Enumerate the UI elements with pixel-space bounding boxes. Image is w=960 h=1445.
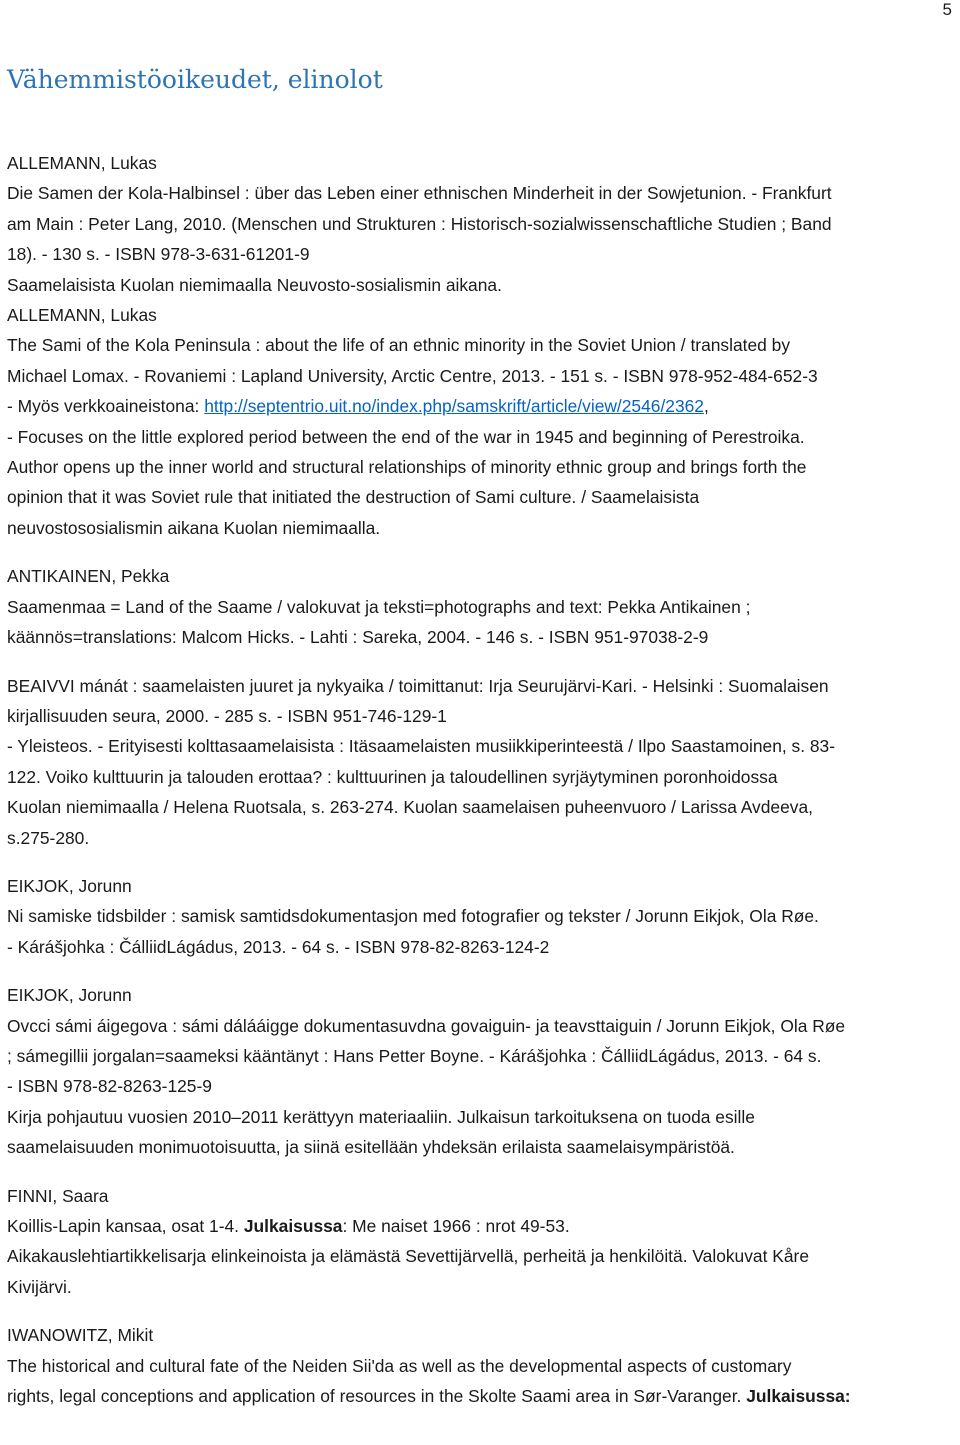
entry-text-line: 122. Voiko kulttuurin ja talouden erottaa? : kulttuurinen ja taloudellinen syrjäytyminen poronhoidossa: [7, 766, 778, 787]
bibliography-entry: [7, 1320, 953, 1411]
entry-text: Koillis-Lapin kansaa, osat 1-4.: [7, 1216, 244, 1236]
entry-author: EIKJOK, Jorunn: [7, 875, 132, 896]
entry-text-line: Ni samiske tidsbilder : samisk samtidsdokumentasjon med fotografier og tekster / Jorunn Eikjok, Ola Røe.: [7, 906, 819, 927]
entry-text-line: kirjallisuuden seura, 2000. - 285 s. - ISBN 951-746-129-1: [7, 705, 447, 726]
entry-spacer: [7, 962, 953, 980]
entry-spacer: [7, 853, 953, 871]
entry-text-line: Kirja pohjautuu vuosien 2010–2011 kerättyyn materiaaliin. Julkaisun tarkoituksena on tuoda esille: [7, 1106, 755, 1127]
entry-spacer: [7, 1302, 953, 1320]
entry-spacer: [7, 1163, 953, 1181]
entry-author: IWANOWITZ, Mikit: [7, 1325, 154, 1346]
entry-text-line: Kuolan niemimaalla / Helena Ruotsala, s. 263-274. Kuolan saamelaisen puheenvuoro / Larissa Avdeeva,: [7, 797, 813, 818]
online-prefix: - Myös verkkoaineistona:: [7, 396, 205, 417]
bibliography-entry: [7, 1181, 953, 1303]
entry-abstract-line: Author opens up the inner world and structural relationships of minority ethnic group and brings forth the: [7, 457, 807, 478]
entry-text-line: käännös=translations: Malcom Hicks. - Lahti : Sareka, 2004. - 146 s. - ISBN 951-97038-2-9: [7, 627, 709, 648]
entry-abstract-line: opinion that it was Soviet rule that initiated the destruction of Sami culture. / Saamelaisista: [7, 487, 700, 508]
entry-text-line: - ISBN 978-82-8263-125-9: [7, 1076, 212, 1097]
entry-author: ANTIKAINEN, Pekka: [7, 566, 170, 587]
section-heading: Vähemmistöoikeudet, elinolot: [7, 65, 383, 94]
entry-text-line: s.275-280.: [7, 827, 90, 848]
entry-text-line: Saamelaisista Kuolan niemimaalla Neuvosto-sosialismin aikana.: [7, 274, 502, 295]
bibliography-entry: [7, 980, 953, 1162]
entry-author: ALLEMANN, Lukas: [7, 305, 157, 326]
entry-source-label: Julkaisussa:: [746, 1386, 851, 1407]
entry-online-line: [7, 391, 953, 421]
entry-text-line: saamelaisuuden monimuotoisuutta, ja siinä esitellään yhdeksän erilaista saamelaisympäristöä.: [7, 1137, 735, 1158]
entry-text-line: 18). - 130 s. - ISBN 978-3-631-61201-9: [7, 244, 310, 265]
entry-text-line: am Main : Peter Lang, 2010. (Menschen und Strukturen : Historisch-sozialwissenschaftliche Studien ; Band: [7, 213, 832, 234]
entry-text-line: ; sámegillii jorgalan=saameksi kääntänyt : Hans Petter Boyne. - Kárášjohka : ČálliidLágádus, 2013. - 64 s.: [7, 1045, 822, 1066]
entry-spacer: [7, 543, 953, 561]
entry-author: FINNI, Saara: [7, 1185, 109, 1206]
entry-author: ALLEMANN, Lukas: [7, 153, 157, 173]
bibliography-entry: [7, 148, 953, 300]
entry-text-line: Ovcci sámi áigegova : sámi dálááigge dokumentasuvdna govaiguin- ja teavsttaiguin / Jorunn Eikjok, Ola Røe: [7, 1015, 846, 1036]
entry-text-line: Michael Lomax. - Rovaniemi : Lapland University, Arctic Centre, 2013. - 151 s. - ISBN 978-952-484-652-3: [7, 365, 818, 386]
entry-text-line: The historical and cultural fate of the Neiden Sii'da as well as the developmental aspects of customary: [7, 1355, 792, 1376]
entry-text-line: The Sami of the Kola Peninsula : about the life of an ethnic minority in the Soviet Union / translated by: [7, 335, 791, 356]
bibliography-entry: [7, 671, 953, 853]
page-number: 5: [942, 0, 952, 19]
online-resource-link[interactable]: http://septentrio.uit.no/index.php/samskrift/article/view/2546/2362: [204, 396, 704, 417]
entry-text-line: [7, 1211, 953, 1241]
entry-text-line: - Kárášjohka : ČálliidLágádus, 2013. - 64 s. - ISBN 978-82-8263-124-2: [7, 936, 550, 957]
entry-text-line: Aikakauslehtiartikkelisarja elinkeinoista ja elämästä Sevettijärvellä, perheitä ja henkilöitä. Valokuvat Kåre: [7, 1246, 809, 1267]
entry-text-line: Saamenmaa = Land of the Saame / valokuvat ja teksti=photographs and text: Pekka Antikainen ;: [7, 596, 751, 617]
entry-abstract-line: - Focuses on the little explored period between the end of the war in 1945 and beginning of Perestroika.: [7, 426, 805, 447]
entry-text-line: Die Samen der Kola-Halbinsel : über das Leben einer ethnischen Minderheit in der Sowjetunion. - Frankfurt: [7, 183, 832, 204]
bibliography-entry: [7, 561, 953, 652]
online-suffix: ,: [703, 396, 709, 417]
entry-spacer: [7, 653, 953, 671]
entry-text-line: BEAIVVI mánát : saamelaisten juuret ja nykyaika / toimittanut: Irja Seurujärvi-Kari. - Helsinki : Suomalaisen: [7, 675, 829, 696]
bibliography-entry: [7, 871, 953, 962]
entry-author: EIKJOK, Jorunn: [7, 985, 132, 1006]
entry-abstract-line: neuvostososialismin aikana Kuolan niemimaalla.: [7, 517, 381, 538]
entry-source-label: Julkaisussa: [243, 1216, 343, 1236]
entry-text-line: [7, 1381, 953, 1411]
bibliography-entry: [7, 300, 953, 543]
entry-text: rights, legal conceptions and application of resources in the Skolte Saami area in Sør-Varanger.: [7, 1386, 747, 1407]
bibliography-list: [7, 148, 953, 1411]
entry-text-line: Kivijärvi.: [7, 1276, 72, 1297]
entry-text-line: - Yleisteos. - Erityisesti kolttasaamelaisista : Itäsaamelaisten musiikkiperinteestä / Ilpo Saastamoinen, s. 83-: [7, 736, 836, 757]
entry-text: : Me naiset 1966 : nrot 49-53.: [342, 1216, 570, 1236]
